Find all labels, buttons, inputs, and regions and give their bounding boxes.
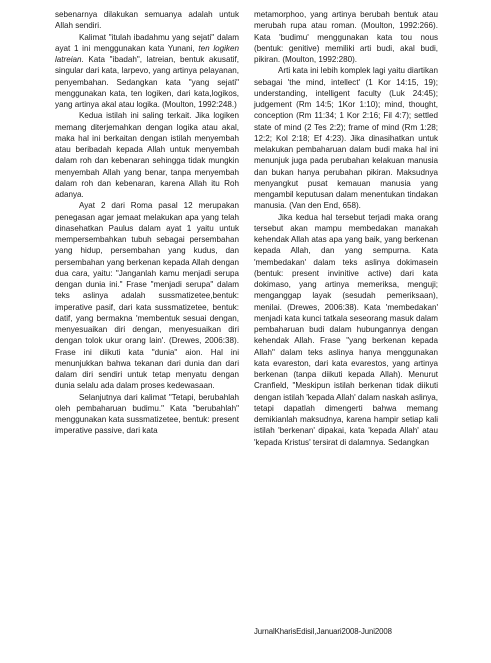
paragraph: Jika kedua hal tersebut terjadi maka orang tersebut akan mampu membedakan manakah kehendak Allah atas apa yang baik, yang berkenan kepada Allah, dan yang sempurna. Kata 'membedakan' dalam teks aslinya dokimasein (bentuk: present invinitive active) dari kata dokimaso, yang artinya memeriksa, menguji; menganggap layak (sesudah pemeriksaan), menilai. (Drewes, 2006:38). Kata 'membedakan' menjadi kata kunci tatkala seseorang masuk dalam pembaharuan budi dalam hubungannya dengan kehendak Allah. Frase "yang berkenan kepada Allah" dalam teks aslinya hanya menggunakan kata evareston, dari kata evarestos, yang artinya berkenan (tanpa diikuti kepada Allah). Menurut Cranfield, "Meskipun istilah berkenan tidak diikuti dengan istilah 'kepada Allah' dalam naskah aslinya, tetapi dapatlah dimengerti bahwa memang demikianlah maksudnya, karena hampir setiap kali istilah 'berkenan' dipakai, kata 'kepada Allah' atau 'kepada Kristus' tersirat di dalamnya. Sedangkan [254, 212, 438, 447]
paragraph: sebenarnya dilakukan semuanya adalah untuk Allah sendiri. [55, 10, 239, 31]
paragraph: metamorphoo, yang artinya berubah bentuk atau merubah rupa atau roman. (Moulton, 1992:266). Kata 'budimu' menggunakan kata tou nous (bentuk: genitive) memiliki arti budi, akal budi, pikiran. (Moulton, 1992:280). [254, 10, 438, 64]
paragraph [55, 32, 239, 111]
paragraph: Kedua istilah ini saling terkait. Jika logiken memang diterjemahkan dengan logika atau akal, maka hal ini berkaitan dengan istilah menyembah atau beribadah kepada Allah untuk menyembah dalam roh dan kebenaran sehingga tidak mungkin menyembah Allah yang benar, tanpa menyembah dalam roh dan kebenaran, karena Allah itu Roh adanya. [55, 111, 239, 199]
paragraph: Ayat 2 dari Roma pasal 12 merupakan penegasan agar jemaat melakukan apa yang telah dinasehatkan Paulus dalam ayat 1 yaitu untuk mempersembahkan tubuh sebagai persembahan yang hidup, persembahan yang kudus, dan persembahan yang berkenan kepada Allah dengan dua cara, yaitu: "Janganlah kamu menjadi serupa dengan dunia ini." Frase "menjadi serupa" dalam teks aslinya adalah sussmatizetee,bentuk: imperative pasif, dari kata sussmatizetee, bentuk: datif, yang bermakna 'membentuk sesuai dengan, menyesuaikan diri dengan, menyesuaikan diri dengan tolok ukur orang lain'. (Drewes, 2006:38). Frase ini diikuti kata "dunia" aion. Hal ini menunjukkan bahwa tekanan dari dunia dan dari dalam diri sendiri untuk tetap menyatu dengan dunia selalu ada dalam proses kedewasaan. [55, 201, 239, 391]
italic-term: ten logiken latreian [55, 43, 239, 64]
right-text-column [254, 9, 438, 448]
paragraph-text: Kalimat "itulah ibadahmu yang sejati" dalam ayat 1 ini menggunakan kata Yunani, [55, 32, 239, 53]
paragraph-text: . Kata "ibadah", latreian, bentuk akusatif, singular dari kata, larpevo, yang artinya pelayanan, penyembahan. Sedangkan kata "yang sejati" menggunakan kata, ten logiken, dari kata,logikos, yang artinya akal atau logika. (Moulton, 1992:248.) [55, 55, 239, 109]
paragraph: Arti kata ini lebih komplek lagi yaitu diartikan sebagai 'the mind, intellect' (1 Kor 14:15, 19); understanding, intelligent faculty (Luk 24:45); judgement (Rm 14:5; 1Kor 1:10); mind, thought, conception (Rm 11:34; 1 Kor 2:16; Fil 4:7); settled state of mind (2 Tes 2:2); frame of mind (Rm 1:28; 12:2; Kol 2:18; Ef 4:23). Jika dinasihatkan untuk melakukan pembaharuan dalam budi maka hal ini menunjuk juga pada perubahan kelakuan manusia dan bukan hanya perubahan pikiran. Maksudnya menyangkut pusat kemauan manusia yang mengambil keputusan dalam menentukan tindakan manusia. (Van den End, 658). [254, 66, 438, 211]
journal-footer: JurnalKharisEdisiI,Januari2008-Juni2008 [254, 627, 392, 636]
left-text-column [55, 9, 239, 437]
paragraph: Selanjutnya dari kalimat "Tetapi, berubahlah oleh pembaharuan budimu." Kata "berubahlah" menggunakan kata sussmatizetee, bentuk: present imperative passive, dari kata [55, 392, 239, 436]
